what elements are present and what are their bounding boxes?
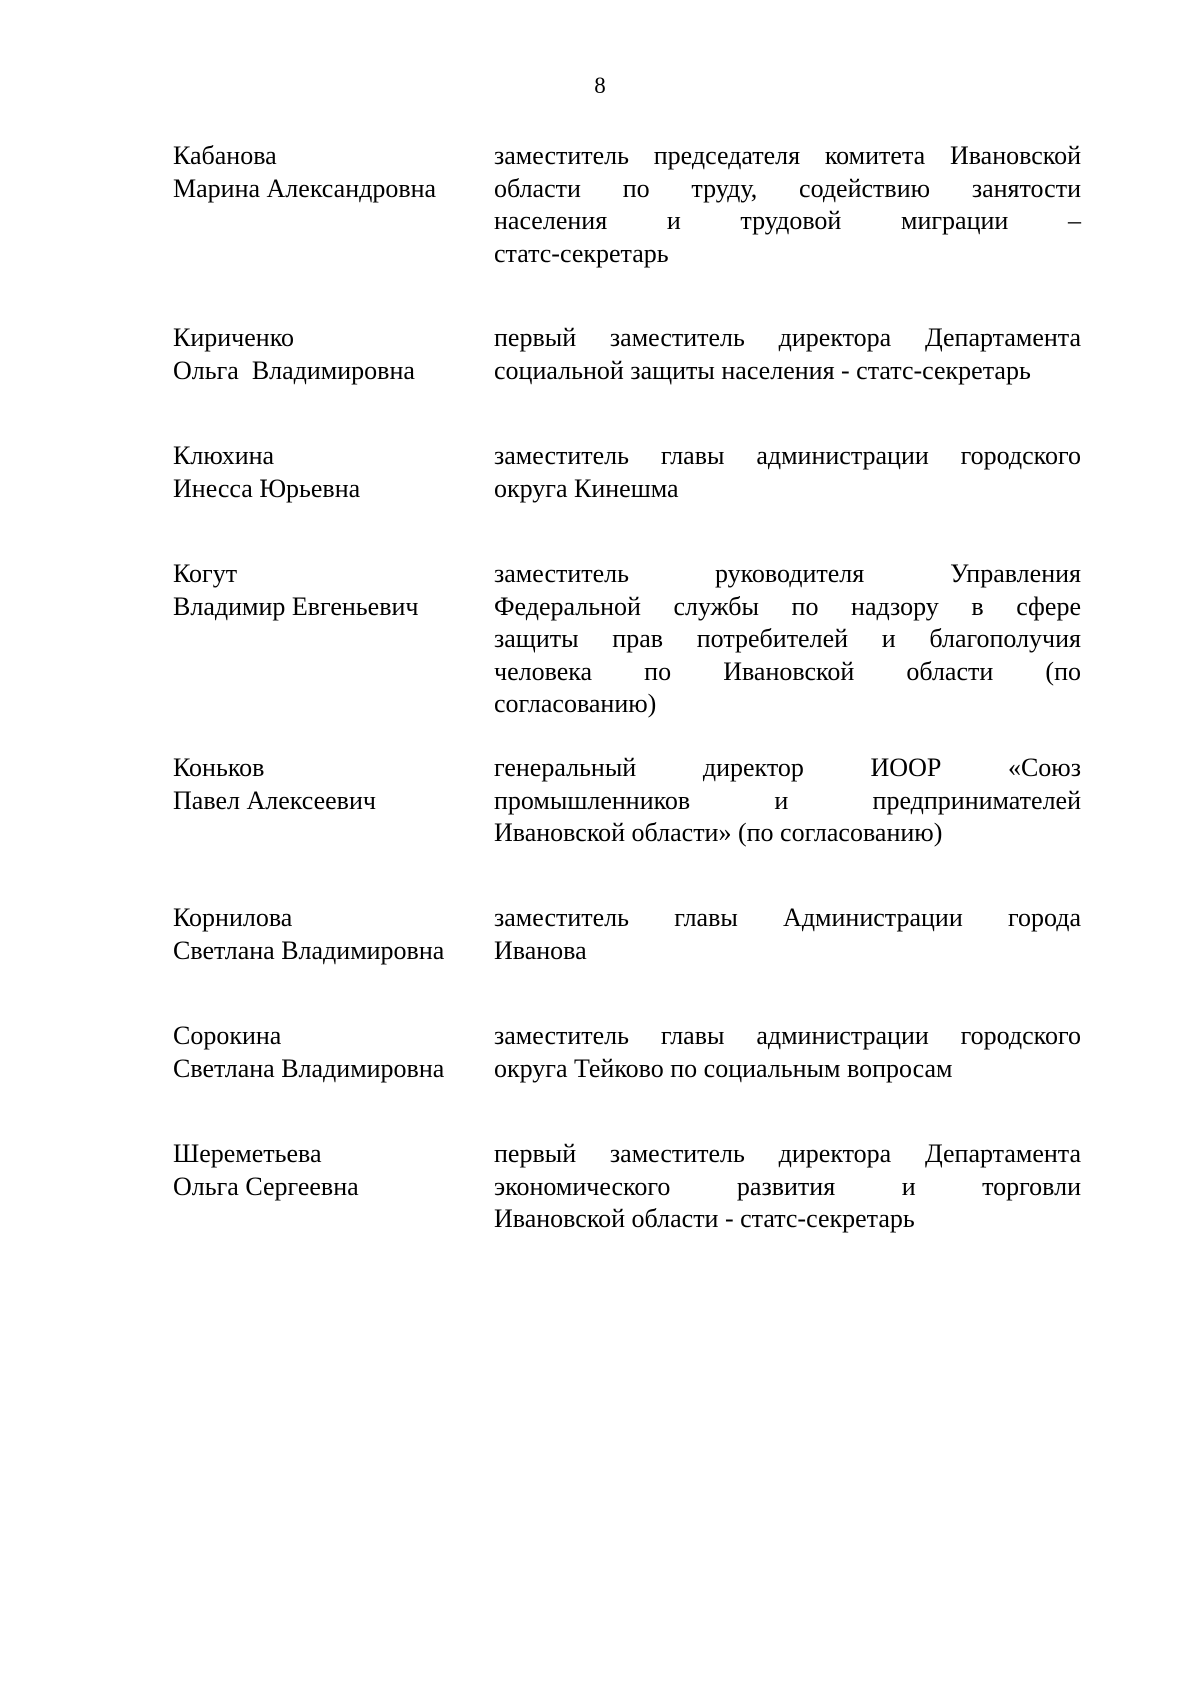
member-position xyxy=(494,440,1081,505)
member-position xyxy=(494,322,1081,387)
member-given-names: Светлана Владимировна xyxy=(173,935,445,965)
position-line: заместитель главы администрации городского xyxy=(494,1021,1081,1050)
member-surname: Клюхина xyxy=(173,441,275,470)
position-line: экономического развития и торговли xyxy=(494,1171,1081,1201)
member-given-names: Инесса Юрьевна xyxy=(173,473,361,503)
position-line: промышленников и предпринимателей xyxy=(494,785,1081,815)
member-given-names: Светлана Владимировна xyxy=(173,1053,445,1083)
position-line: первый заместитель директора Департамента xyxy=(494,1139,1081,1168)
member-name xyxy=(173,902,483,967)
position-line: статс-секретарь xyxy=(494,238,669,268)
member-surname: Коньков xyxy=(173,753,265,782)
member-surname: Сорокина xyxy=(173,1021,282,1050)
member-given-names: Владимир Евгеньевич xyxy=(173,591,419,621)
member-position xyxy=(494,558,1081,721)
member-surname: Кириченко xyxy=(173,323,295,352)
member-name xyxy=(173,752,483,817)
position-line: заместитель главы Администрации города xyxy=(494,903,1081,932)
position-line: защиты прав потребителей и благополучия xyxy=(494,624,1081,653)
position-line: заместитель главы администрации городского xyxy=(494,441,1081,470)
member-name xyxy=(173,558,483,623)
position-line: человека по Ивановской области (по xyxy=(494,656,1081,686)
member-surname: Шереметьева xyxy=(173,1139,322,1168)
member-given-names: Марина Александровна xyxy=(173,173,437,203)
member-position xyxy=(494,140,1081,270)
page-number: 8 xyxy=(594,73,606,98)
member-surname: Кабанова xyxy=(173,141,277,170)
position-line: первый заместитель директора Департамента xyxy=(494,323,1081,352)
position-line: заместитель председателя комитета Ивановской xyxy=(494,141,1081,170)
member-surname: Когут xyxy=(173,559,238,588)
position-line: Ивановской области» (по согласованию) xyxy=(494,818,943,847)
member-position xyxy=(494,752,1081,850)
position-line: генеральный директор ИООР «Союз xyxy=(494,753,1081,782)
member-position xyxy=(494,1020,1081,1085)
member-given-names: Ольга Сергеевна xyxy=(173,1171,359,1201)
member-given-names: Ольга Владимировна xyxy=(173,355,415,385)
member-name xyxy=(173,1020,483,1085)
position-line: заместитель руководителя Управления xyxy=(494,559,1081,588)
member-position xyxy=(494,1138,1081,1236)
member-position xyxy=(494,902,1081,967)
position-line: округа Кинешма xyxy=(494,473,679,503)
position-line: Федеральной службы по надзору в сфере xyxy=(494,591,1081,621)
position-line: округа Тейково по социальным вопросам xyxy=(494,1053,953,1083)
position-line: области по труду, содействию занятости xyxy=(494,173,1081,203)
member-name xyxy=(173,140,483,205)
member-name xyxy=(173,1138,483,1203)
member-name xyxy=(173,322,483,387)
member-given-names: Павел Алексеевич xyxy=(173,785,376,815)
position-line: согласованию) xyxy=(494,689,657,718)
position-line: социальной защиты населения - статс-секретарь xyxy=(494,355,1031,385)
position-line: Иванова xyxy=(494,935,587,965)
member-surname: Корнилова xyxy=(173,903,293,932)
position-line: Ивановской области - статс-секретарь xyxy=(494,1204,915,1233)
position-line: населения и трудовой миграции – xyxy=(494,206,1081,235)
member-name xyxy=(173,440,483,505)
